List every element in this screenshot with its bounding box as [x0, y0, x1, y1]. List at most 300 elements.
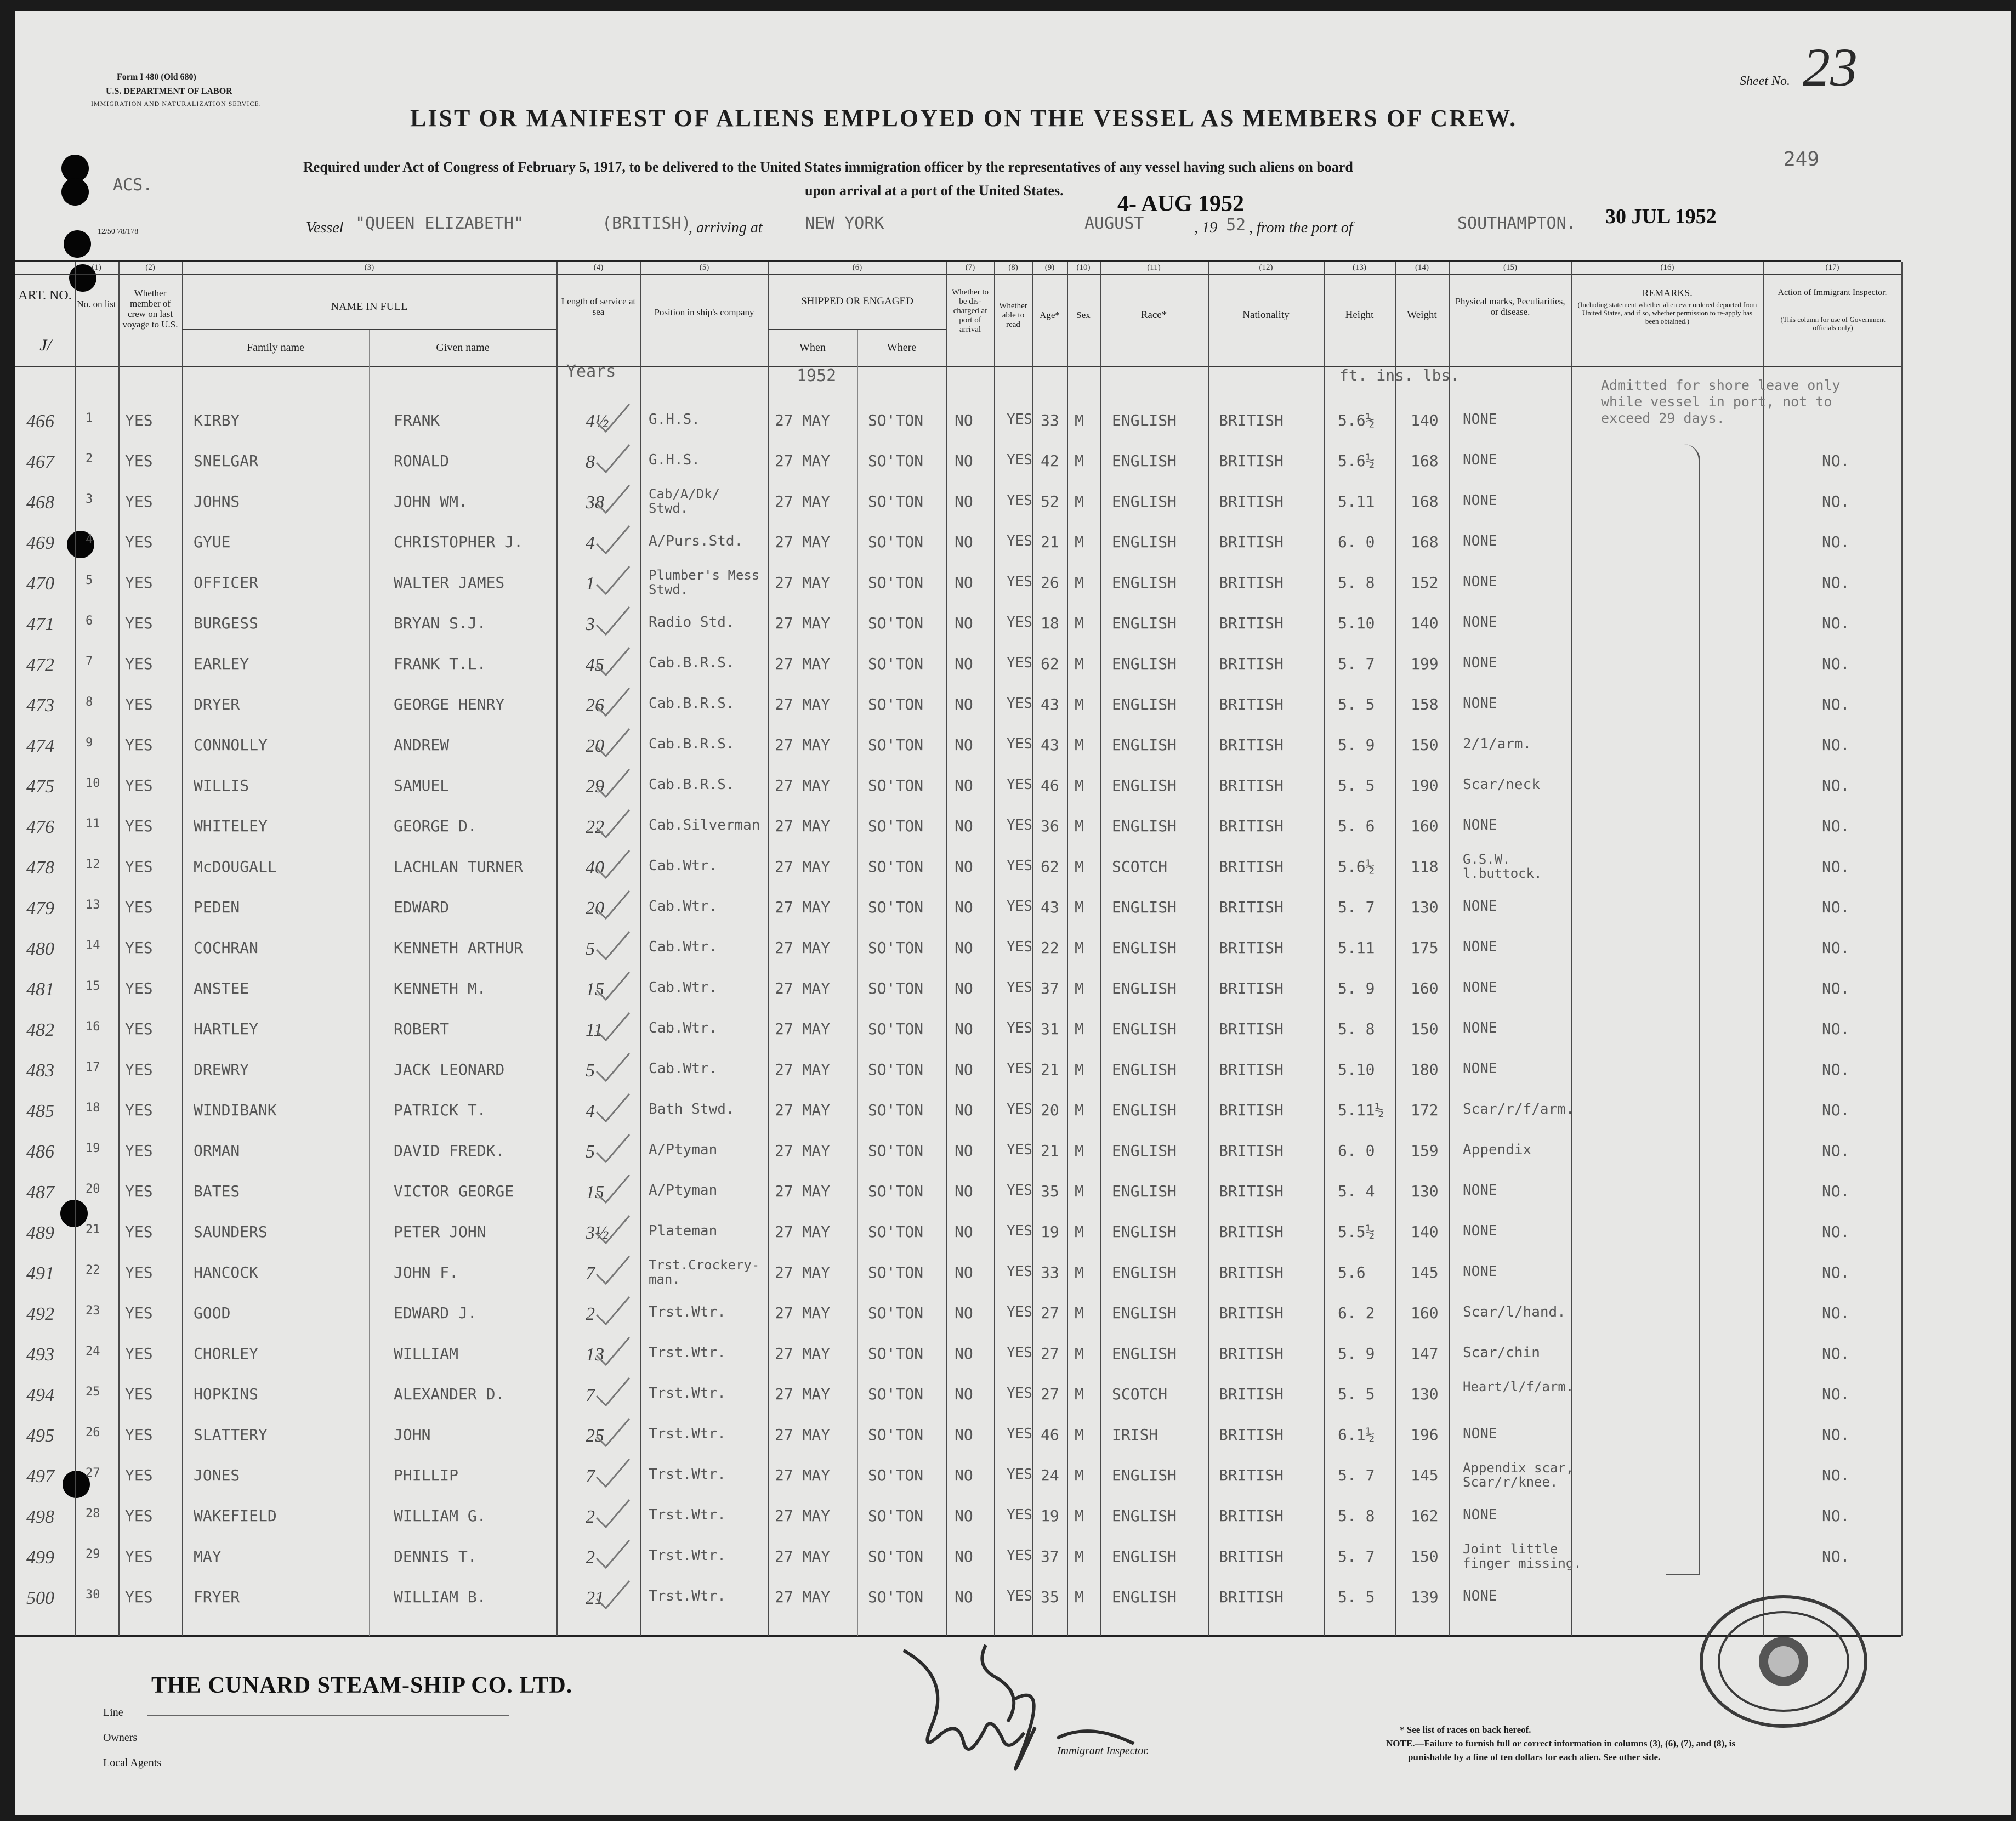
- nationality: BRITISH: [1219, 1466, 1284, 1484]
- engaged-where: SO'TON: [868, 858, 924, 876]
- nationality: BRITISH: [1219, 1304, 1284, 1322]
- weight: 168: [1411, 533, 1439, 551]
- engaged-where: SO'TON: [868, 1304, 924, 1322]
- check-mark-icon: [594, 1294, 632, 1327]
- list-number: 25: [86, 1385, 100, 1399]
- discharged: NO: [955, 1263, 973, 1281]
- family-name: OFFICER: [194, 574, 259, 592]
- physical-marks: Scar/r/f/arm.: [1463, 1101, 1575, 1117]
- column-number: (6): [852, 263, 862, 272]
- art-number: 494: [26, 1385, 54, 1405]
- art-number: 469: [26, 533, 54, 553]
- check-mark-icon: [594, 1213, 632, 1246]
- table-row: [15, 893, 1901, 933]
- check-mark-icon: [594, 604, 632, 637]
- art-number: 498: [26, 1507, 54, 1527]
- length-of-service: 7: [586, 1385, 595, 1405]
- age: 37: [1041, 1547, 1059, 1565]
- name-subrule: [182, 329, 556, 330]
- given-name: EDWARD: [394, 898, 450, 916]
- sex: M: [1075, 1060, 1084, 1079]
- physical-marks: NONE: [1463, 574, 1497, 590]
- engaged-where: SO'TON: [868, 979, 924, 997]
- art-number: 489: [26, 1223, 54, 1243]
- table-row: [15, 974, 1901, 1014]
- sex: M: [1075, 817, 1084, 835]
- year-prefix: , 19: [1194, 219, 1217, 236]
- given-name: WILLIAM: [394, 1345, 459, 1363]
- nationality: BRITISH: [1219, 1263, 1284, 1281]
- member-last-voyage-header: Whether member of crew on last voyage to U.S.: [122, 288, 178, 330]
- check-mark-icon: [594, 1538, 632, 1570]
- height: 5. 5: [1338, 695, 1375, 713]
- weight: 140: [1411, 411, 1439, 429]
- last-voyage: YES: [125, 1547, 153, 1565]
- position: Trst.Wtr.: [649, 1385, 726, 1402]
- list-number: 28: [86, 1507, 100, 1521]
- height: 5. 7: [1338, 1547, 1375, 1565]
- sex: M: [1075, 776, 1084, 795]
- race: ENGLISH: [1112, 939, 1177, 957]
- engaged-when: 27 MAY: [775, 858, 831, 876]
- height: 6. 2: [1338, 1304, 1375, 1322]
- given-name: VICTOR GEORGE: [394, 1182, 514, 1200]
- race: ENGLISH: [1112, 1142, 1177, 1160]
- list-number: 23: [86, 1304, 100, 1318]
- length-of-service: 5: [586, 1142, 595, 1162]
- length-of-service: 38: [586, 492, 604, 513]
- able-to-read: YES: [1007, 736, 1032, 752]
- list-number: 9: [86, 736, 93, 750]
- column-number: (15): [1503, 263, 1517, 272]
- position: Trst.Wtr.: [649, 1466, 726, 1483]
- weight: 130: [1411, 1385, 1439, 1403]
- sex: M: [1075, 898, 1084, 916]
- position: Cab.Wtr.: [649, 939, 718, 955]
- length-of-service: 2: [586, 1507, 595, 1527]
- remarks-subheader: (Including statement whether alien ever ordered deported from United States, and if so, whether permission to re-apply has been obtained.): [1577, 300, 1757, 325]
- from-label: , from the port of: [1249, 219, 1353, 236]
- engaged-when: 27 MAY: [775, 939, 831, 957]
- family-name: BATES: [194, 1182, 240, 1200]
- year-1952-label: 1952: [797, 366, 837, 385]
- weight: 152: [1411, 574, 1439, 592]
- table-row: [15, 568, 1901, 609]
- list-number: 10: [86, 776, 100, 790]
- weight: 160: [1411, 817, 1439, 835]
- physical-marks: Heart/l/f/arm.: [1463, 1379, 1574, 1394]
- family-name: DRYER: [194, 695, 240, 713]
- family-name: KIRBY: [194, 411, 240, 429]
- art-mark: J/: [39, 336, 52, 354]
- position: Plumber's Mess Stwd.: [649, 568, 760, 597]
- able-to-read: YES: [1007, 1588, 1032, 1604]
- able-to-read: YES: [1007, 1304, 1032, 1320]
- able-to-read: YES: [1007, 533, 1032, 549]
- given-name: KENNETH ARTHUR: [394, 939, 524, 957]
- column-number: (5): [699, 263, 709, 272]
- age: 52: [1041, 492, 1059, 510]
- form-number: Form I 480 (Old 680): [117, 72, 196, 82]
- physical-marks: Scar/chin: [1463, 1345, 1540, 1361]
- engaged-where: SO'TON: [868, 898, 924, 916]
- last-voyage: YES: [125, 939, 153, 957]
- height: 5. 6: [1338, 817, 1375, 835]
- remarks-header: REMARKS.: [1642, 287, 1693, 298]
- check-mark-icon: [594, 888, 632, 921]
- engaged-when: 27 MAY: [775, 1142, 831, 1160]
- height: 6. 0: [1338, 533, 1375, 551]
- weight: 145: [1411, 1466, 1439, 1484]
- discharged: NO: [955, 1426, 973, 1444]
- column-number: (12): [1259, 263, 1273, 272]
- family-name: HARTLEY: [194, 1020, 259, 1038]
- inspector-action: NO.: [1822, 1385, 1850, 1403]
- agents-label: Local Agents: [103, 1757, 162, 1769]
- last-voyage: YES: [125, 1020, 153, 1038]
- race: ENGLISH: [1112, 979, 1177, 997]
- race: ENGLISH: [1112, 411, 1177, 429]
- length-of-service: 3: [586, 614, 595, 634]
- race: ENGLISH: [1112, 452, 1177, 470]
- engaged-where: SO'TON: [868, 533, 924, 551]
- engaged-when: 27 MAY: [775, 979, 831, 997]
- race: ENGLISH: [1112, 1466, 1177, 1484]
- position: Cab.Wtr.: [649, 1020, 718, 1036]
- list-number: 17: [86, 1060, 100, 1074]
- physical-marks: 2/1/arm.: [1463, 736, 1532, 752]
- nationality: BRITISH: [1219, 736, 1284, 754]
- sex: M: [1075, 1020, 1084, 1038]
- able-to-read: YES: [1007, 898, 1032, 915]
- nationality: BRITISH: [1219, 655, 1284, 673]
- weight: 140: [1411, 1223, 1439, 1241]
- weight-header: Weight: [1407, 309, 1437, 321]
- check-mark-icon: [594, 442, 632, 475]
- position: Cab.B.R.S.: [649, 695, 735, 712]
- inspector-action: NO.: [1822, 1304, 1850, 1322]
- last-voyage: YES: [125, 1223, 153, 1241]
- given-name: ALEXANDER D.: [394, 1385, 505, 1403]
- race: ENGLISH: [1112, 1182, 1177, 1200]
- list-number: 27: [86, 1466, 100, 1480]
- length-of-service: 26: [586, 695, 604, 716]
- discharged: NO: [955, 898, 973, 916]
- nationality: BRITISH: [1219, 939, 1284, 957]
- sex: M: [1075, 1101, 1084, 1119]
- position: Cab.Wtr.: [649, 858, 718, 874]
- age: 35: [1041, 1588, 1059, 1606]
- age: 62: [1041, 858, 1059, 876]
- nationality: BRITISH: [1219, 858, 1284, 876]
- line-rule: [147, 1715, 509, 1716]
- manifest-sheet: [15, 11, 2011, 1815]
- table-row: [15, 1177, 1901, 1217]
- list-number: 16: [86, 1020, 100, 1034]
- given-name: SAMUEL: [394, 776, 450, 795]
- list-number: 22: [86, 1263, 100, 1277]
- race: ENGLISH: [1112, 1547, 1177, 1565]
- nationality: BRITISH: [1219, 817, 1284, 835]
- no-on-list-header: No. on list: [77, 299, 116, 309]
- weight: 139: [1411, 1588, 1439, 1606]
- engaged-where: SO'TON: [868, 1588, 924, 1606]
- nationality: BRITISH: [1219, 1101, 1284, 1119]
- age: 43: [1041, 736, 1059, 754]
- sex: M: [1075, 1547, 1084, 1565]
- list-number: 12: [86, 858, 100, 871]
- position: Cab.Silverman: [649, 817, 760, 833]
- age: 43: [1041, 695, 1059, 713]
- race: ENGLISH: [1112, 1101, 1177, 1119]
- able-to-read: YES: [1007, 1466, 1032, 1483]
- inspector-action: NO.: [1822, 1263, 1850, 1281]
- length-of-service: 40: [586, 858, 604, 878]
- list-number: 15: [86, 979, 100, 993]
- age: 27: [1041, 1385, 1059, 1403]
- inspector-action: NO.: [1822, 574, 1850, 592]
- arrival-port: NEW YORK: [805, 214, 884, 233]
- shore-leave-remark: Admitted for shore leave only while vessel in port, not to exceed 29 days.: [1601, 377, 1841, 426]
- given-name: FRANK T.L.: [394, 655, 486, 673]
- engaged-where: SO'TON: [868, 1507, 924, 1525]
- nationality: BRITISH: [1219, 1588, 1284, 1606]
- race: ENGLISH: [1112, 1223, 1177, 1241]
- physical-marks-header: Physical marks, Peculiarities, or disease.: [1455, 296, 1565, 317]
- column-number: (10): [1076, 263, 1091, 272]
- discharged: NO: [955, 452, 973, 470]
- physical-marks: NONE: [1463, 1060, 1497, 1077]
- last-voyage: YES: [125, 452, 153, 470]
- age: 46: [1041, 776, 1059, 795]
- engaged-when: 27 MAY: [775, 1426, 831, 1444]
- given-name: CHRISTOPHER J.: [394, 533, 524, 551]
- engaged-where: SO'TON: [868, 1182, 924, 1200]
- sex: M: [1075, 1385, 1084, 1403]
- sex: M: [1075, 736, 1084, 754]
- check-mark-icon: [594, 929, 632, 962]
- length-of-service: 13: [586, 1345, 604, 1365]
- family-name: CONNOLLY: [194, 736, 268, 754]
- weight: 118: [1411, 858, 1439, 876]
- last-voyage: YES: [125, 817, 153, 835]
- last-voyage: YES: [125, 411, 153, 429]
- discharged: NO: [955, 695, 973, 713]
- nationality: BRITISH: [1219, 898, 1284, 916]
- art-number: 499: [26, 1547, 54, 1568]
- list-number: 14: [86, 939, 100, 952]
- given-name: JOHN: [394, 1426, 431, 1444]
- table-row: [15, 1339, 1901, 1380]
- discharged: NO: [955, 411, 973, 429]
- list-number: 19: [86, 1142, 100, 1155]
- race: ENGLISH: [1112, 817, 1177, 835]
- family-name: MAY: [194, 1547, 222, 1565]
- physical-marks: NONE: [1463, 1223, 1497, 1239]
- family-name: BURGESS: [194, 614, 259, 632]
- position: Trst.Wtr.: [649, 1304, 726, 1320]
- sex-header: Sex: [1076, 310, 1091, 320]
- race: ENGLISH: [1112, 1588, 1177, 1606]
- table-row: [15, 406, 1901, 446]
- last-voyage: YES: [125, 1182, 153, 1200]
- list-number: 6: [86, 614, 93, 628]
- nationality: BRITISH: [1219, 979, 1284, 997]
- nationality: BRITISH: [1219, 1345, 1284, 1363]
- age: 26: [1041, 574, 1059, 592]
- table-row: [15, 1096, 1901, 1136]
- art-number: 476: [26, 817, 54, 837]
- position: Trst.Wtr.: [649, 1588, 726, 1604]
- check-mark-icon: [594, 807, 632, 840]
- inspector-action: NO.: [1822, 1060, 1850, 1079]
- length-of-service: 11: [586, 1020, 603, 1040]
- position-header: Position in ship's company: [654, 307, 754, 317]
- inspector-action: NO.: [1822, 817, 1850, 835]
- departure-date-stamp: 30 JUL 1952: [1605, 205, 1717, 228]
- family-name: SNELGAR: [194, 452, 259, 470]
- weight: 158: [1411, 695, 1439, 713]
- art-number: 486: [26, 1142, 54, 1162]
- company-stamp: THE CUNARD STEAM-SHIP CO. LTD.: [151, 1673, 573, 1698]
- check-mark-icon: [594, 1132, 632, 1165]
- able-to-read: YES: [1007, 1263, 1032, 1280]
- list-number: 8: [86, 695, 93, 709]
- age: 19: [1041, 1507, 1059, 1525]
- inspector-action: NO.: [1822, 939, 1850, 957]
- age: 24: [1041, 1466, 1059, 1484]
- weight: 130: [1411, 1182, 1439, 1200]
- art-number: 478: [26, 858, 54, 878]
- list-number: 4: [86, 533, 93, 547]
- able-to-read: YES: [1007, 1547, 1032, 1564]
- inspector-action: NO.: [1822, 776, 1850, 795]
- discharged: NO: [955, 1466, 973, 1484]
- vessel-name: "QUEEN ELIZABETH": [355, 214, 524, 233]
- nationality: BRITISH: [1219, 1385, 1284, 1403]
- check-mark-icon: [594, 767, 632, 799]
- engaged-when: 27 MAY: [775, 817, 831, 835]
- fine-note-2: punishable by a fine of ten dollars for each alien. See other side.: [1408, 1752, 1661, 1762]
- sex: M: [1075, 1507, 1084, 1525]
- line-label: Line: [103, 1706, 123, 1718]
- age: 33: [1041, 411, 1059, 429]
- last-voyage: YES: [125, 1304, 153, 1322]
- length-of-service: 20: [586, 736, 604, 756]
- family-name: DREWRY: [194, 1060, 249, 1079]
- physical-marks: G.S.W. l.buttock.: [1463, 852, 1542, 881]
- sex: M: [1075, 533, 1084, 551]
- art-number: 487: [26, 1182, 54, 1202]
- table-row: [15, 1461, 1901, 1501]
- vessel-label: Vessel: [306, 219, 344, 236]
- physical-marks: NONE: [1463, 533, 1497, 549]
- check-mark-icon: [594, 969, 632, 1002]
- column-number: (16): [1660, 263, 1674, 272]
- column-number: (8): [1008, 263, 1018, 272]
- height: 5.6½: [1338, 411, 1375, 429]
- last-voyage: YES: [125, 1345, 153, 1363]
- position: Trst.Wtr.: [649, 1345, 726, 1361]
- last-voyage: YES: [125, 655, 153, 673]
- last-voyage: YES: [125, 1263, 153, 1281]
- page-subtitle-1: Required under Act of Congress of February 5, 1917, to be delivered to the United States immigration officer by the representatives of any vessel having such aliens on board: [303, 159, 1353, 175]
- given-name: WILLIAM B.: [394, 1588, 486, 1606]
- height: 5.6: [1338, 1263, 1366, 1281]
- family-name: EARLEY: [194, 655, 249, 673]
- weight: 180: [1411, 1060, 1439, 1079]
- inspector-action: NO.: [1822, 1223, 1850, 1241]
- able-to-read: YES: [1007, 1507, 1032, 1523]
- engaged-where: SO'TON: [868, 1426, 924, 1444]
- art-number: 470: [26, 574, 54, 594]
- column-divider: [1901, 262, 1903, 1636]
- race: ENGLISH: [1112, 533, 1177, 551]
- length-of-service: 1: [586, 574, 595, 594]
- engaged-when: 27 MAY: [775, 533, 831, 551]
- arrival-month: AUGUST: [1084, 214, 1144, 233]
- physical-marks: Joint little finger missing.: [1463, 1541, 1582, 1571]
- art-number: 492: [26, 1304, 54, 1324]
- height: 5. 9: [1338, 1345, 1375, 1363]
- age: 21: [1041, 1060, 1059, 1079]
- given-name: JACK LEONARD: [394, 1060, 505, 1079]
- action-header: Action of Immigrant Inspector.: [1778, 288, 1887, 297]
- engaged-when: 27 MAY: [775, 776, 831, 795]
- table-row: [15, 446, 1901, 487]
- sex: M: [1075, 614, 1084, 632]
- age: 27: [1041, 1304, 1059, 1322]
- engaged-where: SO'TON: [868, 939, 924, 957]
- height: 5.11: [1338, 492, 1375, 510]
- position: Cab.B.R.S.: [649, 655, 735, 671]
- inspector-label: Immigrant Inspector.: [1057, 1745, 1149, 1757]
- age: 20: [1041, 1101, 1059, 1119]
- shipped-subrule: [768, 329, 946, 330]
- inspector-action: NO.: [1822, 452, 1850, 470]
- engaged-where: SO'TON: [868, 1142, 924, 1160]
- physical-marks: NONE: [1463, 817, 1497, 833]
- race: IRISH: [1112, 1426, 1159, 1444]
- height: 6.1½: [1338, 1426, 1375, 1444]
- when-header: When: [799, 342, 826, 354]
- sex: M: [1075, 1142, 1084, 1160]
- punch-hole: [61, 178, 89, 206]
- table-row: [15, 1298, 1901, 1339]
- art-number: 491: [26, 1263, 54, 1284]
- list-number: 24: [86, 1345, 100, 1358]
- art-number: 483: [26, 1060, 54, 1081]
- physical-marks: NONE: [1463, 452, 1497, 468]
- height: 5. 7: [1338, 1466, 1375, 1484]
- position: Trst.Crockery- man.: [649, 1257, 760, 1287]
- discharged: NO: [955, 1060, 973, 1079]
- nationality: BRITISH: [1219, 776, 1284, 795]
- list-number: 2: [86, 452, 93, 466]
- discharged: NO: [955, 1588, 973, 1606]
- weight: 172: [1411, 1101, 1439, 1119]
- check-mark-icon: [594, 645, 632, 678]
- given-name: PATRICK T.: [394, 1101, 486, 1119]
- family-name: CHORLEY: [194, 1345, 259, 1363]
- position: Trst.Wtr.: [649, 1426, 726, 1442]
- last-voyage: YES: [125, 776, 153, 795]
- age: 21: [1041, 533, 1059, 551]
- race: SCOTCH: [1112, 858, 1168, 876]
- age: 31: [1041, 1020, 1059, 1038]
- family-name: JOHNS: [194, 492, 240, 510]
- engaged-when: 27 MAY: [775, 898, 831, 916]
